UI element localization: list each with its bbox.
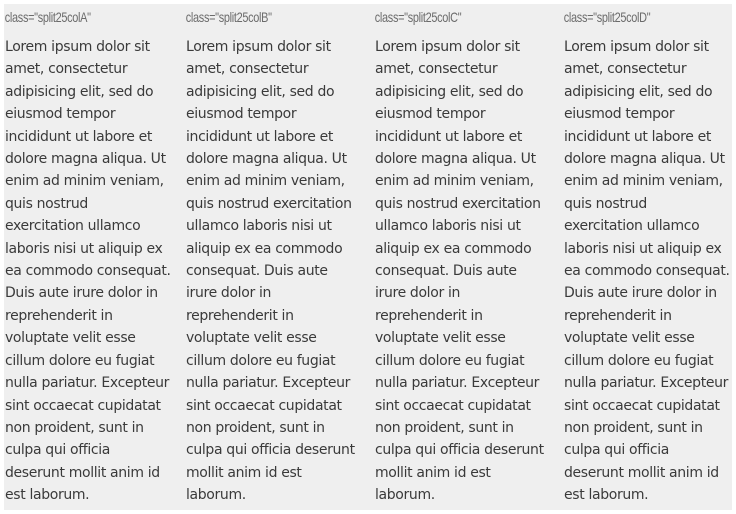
text-line: exercitation ullamco xyxy=(5,218,141,235)
column-label: class="split25colA" xyxy=(4,9,91,25)
column-split25colD xyxy=(563,4,732,510)
column-split25colC xyxy=(374,4,560,510)
column-text xyxy=(4,36,182,507)
text-line: quis nostrud exercitation xyxy=(375,195,541,212)
column-text xyxy=(374,36,560,507)
text-line: non proident, sunt in xyxy=(375,419,514,436)
text-line: voluptate velit esse xyxy=(186,330,317,347)
text-line: aliquip ex ea commodo xyxy=(186,240,343,257)
text-line: amet, consectetur xyxy=(564,61,687,78)
text-line: exercitation ullamco xyxy=(564,218,700,235)
text-line: adipisicing elit, sed do xyxy=(5,83,154,100)
text-line: ea commodo consequat. xyxy=(564,263,730,280)
text-line: cillum dolore eu fugiat xyxy=(5,352,155,369)
text-line: irure dolor in xyxy=(375,285,461,302)
text-line: quis nostrud xyxy=(5,195,88,212)
text-line: cillum dolore eu fugiat xyxy=(375,352,525,369)
column-label: class="split25colD" xyxy=(563,9,651,25)
text-line: dolore magna aliqua. Ut xyxy=(186,151,347,168)
text-line: adipisicing elit, sed do xyxy=(186,83,335,100)
text-line: est laborum. xyxy=(564,487,649,504)
text-line: nulla pariatur. Excepteur xyxy=(186,375,351,392)
text-line: nulla pariatur. Excepteur xyxy=(375,375,540,392)
text-line: reprehenderit in xyxy=(375,307,483,324)
text-line: irure dolor in xyxy=(186,285,272,302)
text-line: incididunt ut labore et xyxy=(5,128,152,145)
text-line: consequat. Duis aute xyxy=(375,263,517,280)
column-text xyxy=(185,36,371,507)
text-line: eiusmod tempor xyxy=(5,106,116,123)
text-line: aliquip ex ea commodo xyxy=(375,240,532,257)
text-line: adipisicing elit, sed do xyxy=(375,83,524,100)
text-line: culpa qui officia deserunt xyxy=(375,442,544,459)
text-line: amet, consectetur xyxy=(186,61,309,78)
text-line: sint occaecat cupidatat xyxy=(186,397,342,414)
text-line: nulla pariatur. Excepteur xyxy=(564,375,729,392)
text-line: laborum. xyxy=(186,487,246,504)
text-line: eiusmod tempor xyxy=(375,106,486,123)
text-line: est laborum. xyxy=(5,487,90,504)
column-label: class="split25colC" xyxy=(374,9,462,25)
column-text xyxy=(563,36,732,507)
text-line: laboris nisi ut aliquip ex xyxy=(5,240,163,257)
text-line: sint occaecat cupidatat xyxy=(375,397,531,414)
text-line: dolore magna aliqua. Ut xyxy=(5,151,166,168)
text-line: amet, consectetur xyxy=(375,61,498,78)
text-line: Lorem ipsum dolor sit xyxy=(186,39,331,55)
column-split25colB xyxy=(185,4,371,510)
text-line: laboris nisi ut aliquip ex xyxy=(564,240,722,257)
text-line: reprehenderit in xyxy=(5,307,113,324)
split-25-grid xyxy=(4,4,732,510)
text-line: culpa qui officia xyxy=(5,442,111,459)
text-line: cillum dolore eu fugiat xyxy=(186,352,336,369)
text-line: reprehenderit in xyxy=(186,307,294,324)
column-split25colA xyxy=(4,4,182,510)
text-line: mollit anim id est xyxy=(375,464,491,481)
text-line: quis nostrud exercitation xyxy=(186,195,352,212)
text-line: quis nostrud xyxy=(564,195,647,212)
text-line: enim ad minim veniam, xyxy=(375,173,534,190)
text-line: mollit anim id est xyxy=(186,464,302,481)
text-line: amet, consectetur xyxy=(5,61,128,78)
text-line: culpa qui officia deserunt xyxy=(186,442,355,459)
text-line: Duis aute irure dolor in xyxy=(564,285,717,302)
column-label: class="split25colB" xyxy=(185,9,272,25)
text-line: non proident, sunt in xyxy=(5,419,144,436)
text-line: Lorem ipsum dolor sit xyxy=(564,39,709,55)
text-line: voluptate velit esse xyxy=(564,330,695,347)
text-line: eiusmod tempor xyxy=(186,106,297,123)
text-line: dolore magna aliqua. Ut xyxy=(375,151,536,168)
text-line: reprehenderit in xyxy=(564,307,672,324)
text-line: deserunt mollit anim id xyxy=(564,464,719,481)
text-line: Duis aute irure dolor in xyxy=(5,285,158,302)
text-line: laborum. xyxy=(375,487,435,504)
text-line: incididunt ut labore et xyxy=(375,128,522,145)
text-line: incididunt ut labore et xyxy=(564,128,711,145)
text-line: nulla pariatur. Excepteur xyxy=(5,375,170,392)
text-line: sint occaecat cupidatat xyxy=(5,397,161,414)
text-line: incididunt ut labore et xyxy=(186,128,333,145)
text-line: ullamco laboris nisi ut xyxy=(375,218,521,235)
text-line: enim ad minim veniam, xyxy=(186,173,345,190)
text-line: voluptate velit esse xyxy=(375,330,506,347)
text-line: Lorem ipsum dolor sit xyxy=(5,39,150,55)
text-line: adipisicing elit, sed do xyxy=(564,83,713,100)
text-line: consequat. Duis aute xyxy=(186,263,328,280)
text-line: eiusmod tempor xyxy=(564,106,675,123)
text-line: non proident, sunt in xyxy=(186,419,325,436)
text-line: ullamco laboris nisi ut xyxy=(186,218,332,235)
text-line: dolore magna aliqua. Ut xyxy=(564,151,725,168)
text-line: culpa qui officia xyxy=(564,442,670,459)
text-line: ea commodo consequat. xyxy=(5,263,171,280)
text-line: enim ad minim veniam, xyxy=(5,173,164,190)
text-line: Lorem ipsum dolor sit xyxy=(375,39,520,55)
text-line: cillum dolore eu fugiat xyxy=(564,352,714,369)
text-line: sint occaecat cupidatat xyxy=(564,397,720,414)
text-line: non proident, sunt in xyxy=(564,419,703,436)
text-line: deserunt mollit anim id xyxy=(5,464,160,481)
text-line: enim ad minim veniam, xyxy=(564,173,723,190)
text-line: voluptate velit esse xyxy=(5,330,136,347)
